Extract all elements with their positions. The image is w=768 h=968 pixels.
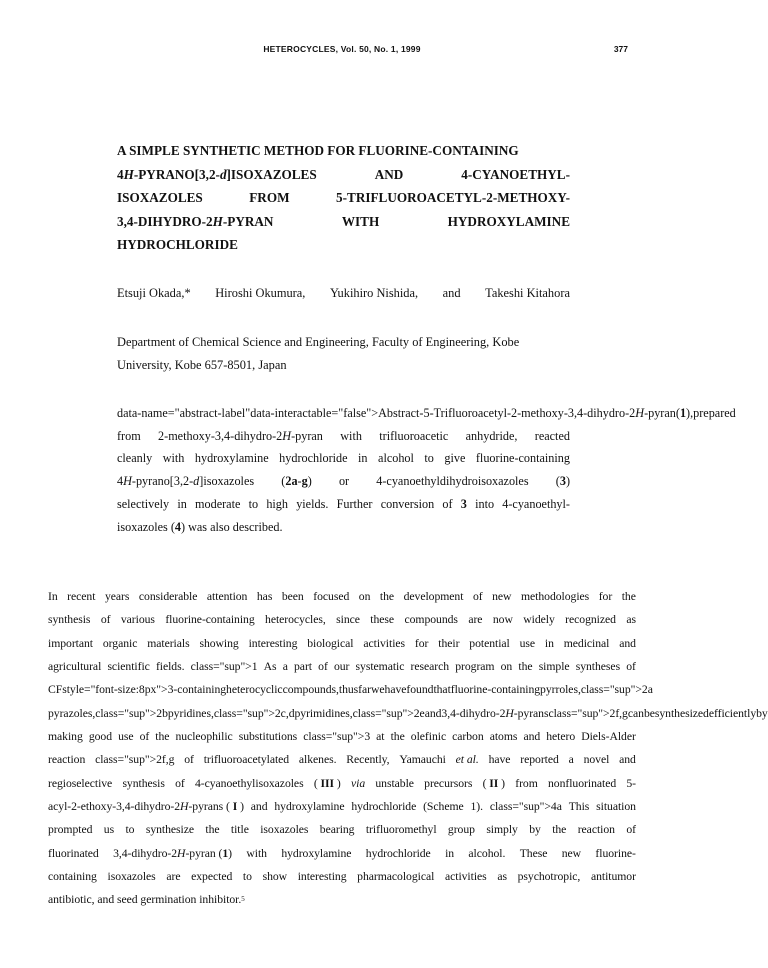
title-segment: AND [374, 166, 404, 182]
title-line [117, 139, 570, 163]
body-line: prompted us to synthesize the title isoxazoles bearing trifluoromethyl group simply by the reaction of [48, 823, 636, 837]
body-line: CF style="font-size:8px">3-containing heterocyclic compounds, thus far we have found that fluorine-containing pyrroles, class="sup">2a [48, 683, 653, 697]
abstract-line: selectively in moderate to high yields. Further conversion of 3 into 4-cyanoethyl- [117, 496, 570, 511]
abstract [117, 402, 736, 538]
body-line: containing isoxazoles are expected to show interesting pharmacological activities as psychotropic, antitumor [48, 870, 636, 884]
abstract-line: 4H-pyrano[3,2-d]isoxazoles (2a-g) or 4-cyanoethyldihydroisoxazoles (3) [117, 474, 570, 489]
article-title [117, 139, 570, 257]
body-line: important organic materials showing interesting biological activities for their potential use in medicinal and [48, 636, 636, 650]
author-list [117, 286, 570, 301]
body-line: In recent years considerable attention has been focused on the development of new methodologies for the [48, 590, 636, 603]
body-line: reaction class="sup">2f,g of trifluoroacetylated alkenes. Recently, Yamauchi et al. have reported a novel and [48, 753, 636, 767]
body-line: making good use of the nucleophilic substitutions class="sup">3 at the olefinic carbon atoms and hetero Diels-Alder [48, 730, 636, 744]
body-line: synthesis of various fluorine-containing heterocycles, since these compounds are now widely recognized as [48, 613, 636, 627]
title-line [117, 163, 570, 187]
running-header [0, 44, 684, 60]
title-segment: HYDROXYLAMINE [447, 213, 570, 229]
body-line: agricultural scientific fields. class="sup">1 As a part of our systematic research program on the simple syntheses of [48, 660, 636, 674]
author-name: Takeshi Kitahora [485, 286, 570, 300]
author-name: Yukihiro Nishida, [329, 286, 419, 300]
body-line: acyl-2-ethoxy-3,4-dihydro-2H-pyrans ( I ) and hydroxylamine hydrochloride (Scheme 1). class="sup">4a This situation [48, 800, 636, 814]
title-segment: 5-TRIFLUOROACETYL-2-METHOXY- [336, 190, 570, 205]
title-line [117, 233, 570, 257]
author-name: Etsuji Okada,* [117, 286, 191, 300]
page-number: 377 [613, 44, 628, 54]
title-segment: WITH [341, 213, 380, 229]
title-segment: HYDROCHLORIDE [117, 237, 238, 252]
abstract-line: from 2-methoxy-3,4-dihydro-2H-pyran with trifluoroacetic anhydride, reacted [117, 428, 570, 443]
affiliation-line-1: Department of Chemical Science and Engineering, Faculty of Engineering, Kobe [117, 335, 520, 349]
title-segment: 4-CYANOETHYL- [461, 166, 570, 182]
title-segment: ISOXAZOLES [117, 190, 203, 205]
author-name: Hiroshi Okumura, [215, 286, 306, 300]
body-paragraph [48, 585, 768, 912]
author-name: and [442, 286, 461, 300]
body-line: fluorinated 3,4-dihydro-2H-pyran (1) with hydroxylamine hydrochloride in alcohol. These new fluorine- [48, 846, 636, 860]
abstract-line: isoxazoles ( 4 ) was also described. [117, 519, 283, 534]
title-segment: 4H-PYRANO[3,2-d]ISOXAZOLES [117, 166, 317, 182]
abstract-line: cleanly with hydroxylamine hydrochloride in alcohol to give fluorine-containing [117, 451, 570, 466]
title-segment: A SIMPLE SYNTHETIC METHOD FOR FLUORINE-CONTAINING [117, 143, 519, 158]
title-line [117, 186, 570, 210]
body-line: pyrazoles, class="sup">2b pyridines, class="sup">2c,d pyrimidines, class="sup">2e and 3,4-dihydro-2H-pyrans class="sup">2f,g can be synthesized efficiently by [48, 706, 768, 720]
affiliation-line-2: University, Kobe 657-8501, Japan [117, 358, 287, 372]
abstract-line: data-name="abstract-label" data-interactable="false">Abstract - 5-Trifluoroacetyl-2-methoxy-3,4-dihydro-2H-pyran (1), prepared [117, 406, 736, 420]
title-line [117, 210, 570, 234]
affiliation [117, 331, 570, 377]
title-segment: 3,4-DIHYDRO-2H-PYRAN [117, 213, 274, 229]
body-line: antibiotic, and seed germination inhibitor. 5 [48, 893, 245, 907]
title-segment: FROM [249, 190, 290, 205]
body-line: regioselective synthesis of 4-cyanoethylisoxazoles ( III ) via unstable precursors ( II ) from nonfluorinated 5- [48, 776, 636, 790]
journal-citation: HETEROCYCLES, Vol. 50, No. 1, 1999 [263, 44, 421, 54]
